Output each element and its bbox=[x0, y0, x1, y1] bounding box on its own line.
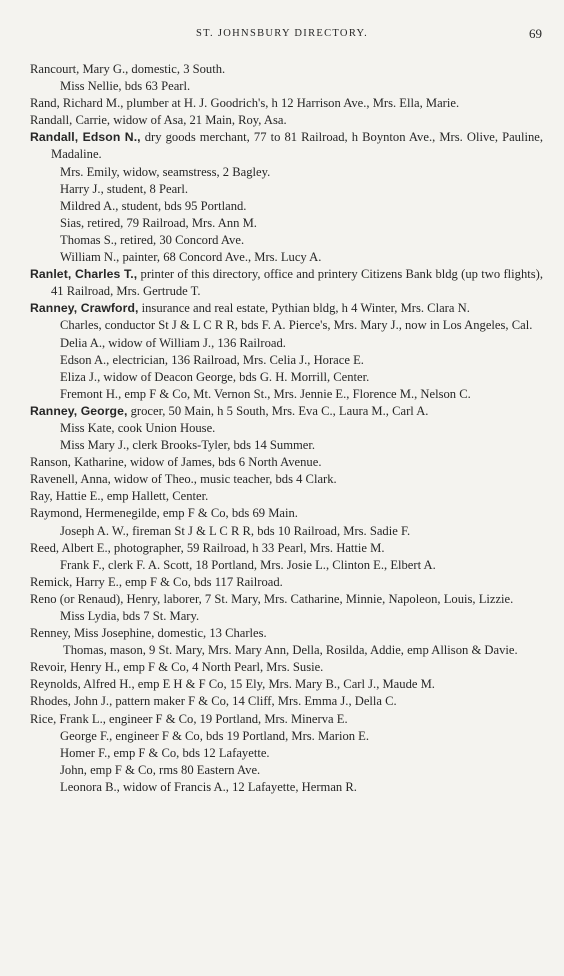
directory-entry bbox=[0, 540, 543, 557]
directory-subentry bbox=[0, 608, 543, 625]
directory-entries bbox=[0, 61, 564, 796]
directory-entry bbox=[0, 625, 543, 642]
directory-entry bbox=[0, 676, 543, 693]
entry-text: Randall, Carrie, widow of Asa, 21 Main, Roy, Asa. bbox=[30, 113, 287, 128]
directory-subentry bbox=[0, 523, 543, 540]
directory-entry bbox=[0, 591, 543, 608]
running-head bbox=[0, 26, 564, 42]
entry-text: dry goods merchant, 77 to 81 Railroad, h Boynton Ave., Mrs. Olive, Pauline, Madaline. bbox=[51, 130, 543, 162]
entry-text: Edson A., electrician, 136 Railroad, Mrs. Celia J., Horace E. bbox=[60, 352, 364, 367]
entry-text: Charles, conductor St J & L C R R, bds F. A. Pierce's, Mrs. Mary J., now in Los Angeles, Cal. bbox=[60, 318, 533, 333]
directory-subentry bbox=[0, 437, 543, 454]
entry-text: Rice, Frank L., engineer F & Co, 19 Portland, Mrs. Minerva E. bbox=[30, 711, 348, 726]
directory-subentry bbox=[0, 249, 543, 266]
entry-text: Revoir, Henry H., emp F & Co, 4 North Pearl, Mrs. Susie. bbox=[30, 660, 324, 675]
directory-subentry bbox=[0, 369, 543, 386]
entry-text: Renney, Miss Josephine, domestic, 13 Charles. bbox=[30, 626, 267, 641]
directory-subentry bbox=[0, 386, 543, 403]
directory-entry bbox=[0, 112, 543, 129]
entry-text: Miss Nellie, bds 63 Pearl. bbox=[60, 79, 191, 94]
directory-entry bbox=[0, 711, 543, 728]
entry-text: Leonora B., widow of Francis A., 12 Lafayette, Herman R. bbox=[60, 779, 357, 794]
running-title: ST. JOHNSBURY DIRECTORY. bbox=[195, 28, 368, 39]
directory-subentry bbox=[0, 164, 543, 181]
entry-text: John, emp F & Co, rms 80 Eastern Ave. bbox=[60, 762, 261, 777]
directory-subentry bbox=[0, 232, 543, 249]
entry-text: Reynolds, Alfred H., emp E H & F Co, 15 Ely, Mrs. Mary B., Carl J., Maude M. bbox=[30, 677, 435, 692]
directory-entry bbox=[0, 266, 543, 300]
directory-subentry bbox=[0, 779, 543, 796]
entry-text: Remick, Harry E., emp F & Co, bds 117 Railroad. bbox=[30, 574, 283, 589]
directory-subentry bbox=[0, 642, 543, 659]
entry-text: Rand, Richard M., plumber at H. J. Goodrich's, h 12 Harrison Ave., Mrs. Ella, Marie. bbox=[30, 96, 460, 111]
directory-subentry bbox=[0, 335, 543, 352]
directory-entry bbox=[0, 505, 543, 522]
entry-text: Ranson, Katharine, widow of James, bds 6 North Avenue. bbox=[30, 455, 322, 470]
directory-entry bbox=[0, 488, 543, 505]
directory-subentry bbox=[0, 745, 543, 762]
directory-subentry bbox=[0, 557, 543, 574]
entry-text: Miss Kate, cook Union House. bbox=[60, 420, 216, 435]
entry-text: George F., engineer F & Co, bds 19 Portland, Mrs. Marion E. bbox=[60, 728, 370, 743]
directory-subentry bbox=[0, 352, 543, 369]
entry-text: Mildred A., student, bds 95 Portland. bbox=[60, 198, 247, 213]
entry-text: Thomas, mason, 9 St. Mary, Mrs. Mary Ann, Della, Rosilda, Addie, emp Allison & Davie. bbox=[63, 643, 518, 658]
directory-subentry bbox=[0, 420, 543, 437]
directory-entry bbox=[0, 95, 543, 112]
entry-text: Reed, Albert E., photographer, 59 Railroad, h 33 Pearl, Mrs. Hattie M. bbox=[30, 540, 385, 555]
directory-subentry bbox=[0, 198, 543, 215]
directory-entry bbox=[0, 129, 543, 163]
directory-entry bbox=[0, 693, 543, 710]
entry-text: Frank F., clerk F. A. Scott, 18 Portland, Mrs. Josie L., Clinton E., Elbert A. bbox=[60, 557, 436, 572]
entry-text: Rhodes, John J., pattern maker F & Co, 14 Cliff, Mrs. Emma J., Della C. bbox=[30, 694, 397, 709]
entry-text: Fremont H., emp F & Co, Mt. Vernon St., Mrs. Jennie E., Florence M., Nelson C. bbox=[60, 386, 471, 401]
directory-subentry bbox=[0, 215, 543, 232]
entry-text: Homer F., emp F & Co, bds 12 Lafayette. bbox=[60, 745, 270, 760]
directory-entry bbox=[0, 61, 543, 78]
entry-text: Thomas S., retired, 30 Concord Ave. bbox=[60, 232, 245, 247]
entry-text: Delia A., widow of William J., 136 Railroad. bbox=[60, 335, 286, 350]
entry-text: printer of this directory, office and printery Citizens Bank bldg (up two flights), 41 Railroad, Mrs. Gertrude T. bbox=[51, 267, 543, 299]
entry-text: Harry J., student, 8 Pearl. bbox=[60, 181, 189, 196]
entry-text: Miss Lydia, bds 7 St. Mary. bbox=[60, 609, 200, 623]
entry-text: Reno (or Renaud), Henry, laborer, 7 St. Mary, Mrs. Catharine, Minnie, Napoleon, Louis, Lizzie. bbox=[30, 591, 514, 606]
entry-text: Eliza J., widow of Deacon George, bds G. H. Morrill, Center. bbox=[60, 369, 370, 384]
entry-text: William N., painter, 68 Concord Ave., Mrs. Lucy A. bbox=[60, 250, 322, 265]
entry-name: Ranlet, Charles T., bbox=[30, 267, 138, 282]
directory-subentry bbox=[0, 728, 543, 745]
entry-text: Rancourt, Mary G., domestic, 3 South. bbox=[30, 62, 226, 76]
directory-subentry bbox=[0, 78, 543, 95]
directory-subentry bbox=[0, 762, 543, 779]
directory-entry bbox=[0, 454, 543, 471]
entry-text: Joseph A. W., fireman St J & L C R R, bds 10 Railroad, Mrs. Sadie F. bbox=[60, 523, 411, 538]
directory-entry bbox=[0, 471, 543, 488]
entry-text: Mrs. Emily, widow, seamstress, 2 Bagley. bbox=[60, 164, 271, 179]
directory-entry bbox=[0, 300, 543, 317]
entry-text: grocer, 50 Main, h 5 South, Mrs. Eva C., Laura M., Carl A. bbox=[127, 403, 429, 418]
entry-text: Sias, retired, 79 Railroad, Mrs. Ann M. bbox=[60, 215, 257, 230]
entry-text: Raymond, Hermenegilde, emp F & Co, bds 69 Main. bbox=[30, 506, 298, 521]
directory-subentry bbox=[0, 181, 543, 198]
entry-text: insurance and real estate, Pythian bldg, h 4 Winter, Mrs. Clara N. bbox=[138, 301, 470, 316]
entry-text: Miss Mary J., clerk Brooks-Tyler, bds 14 Summer. bbox=[60, 438, 316, 453]
directory-subentry bbox=[0, 317, 543, 334]
directory-entry bbox=[0, 574, 543, 591]
entry-name: Ranney, George, bbox=[30, 403, 128, 418]
entry-text: Ravenell, Anna, widow of Theo., music teacher, bds 4 Clark. bbox=[30, 472, 337, 487]
entry-name: Randall, Edson N., bbox=[30, 130, 141, 145]
directory-entry bbox=[0, 403, 543, 420]
entry-text: Ray, Hattie E., emp Hallett, Center. bbox=[30, 489, 209, 504]
page-number: 69 bbox=[529, 26, 542, 41]
directory-entry bbox=[0, 659, 543, 676]
entry-name: Ranney, Crawford, bbox=[30, 301, 139, 316]
